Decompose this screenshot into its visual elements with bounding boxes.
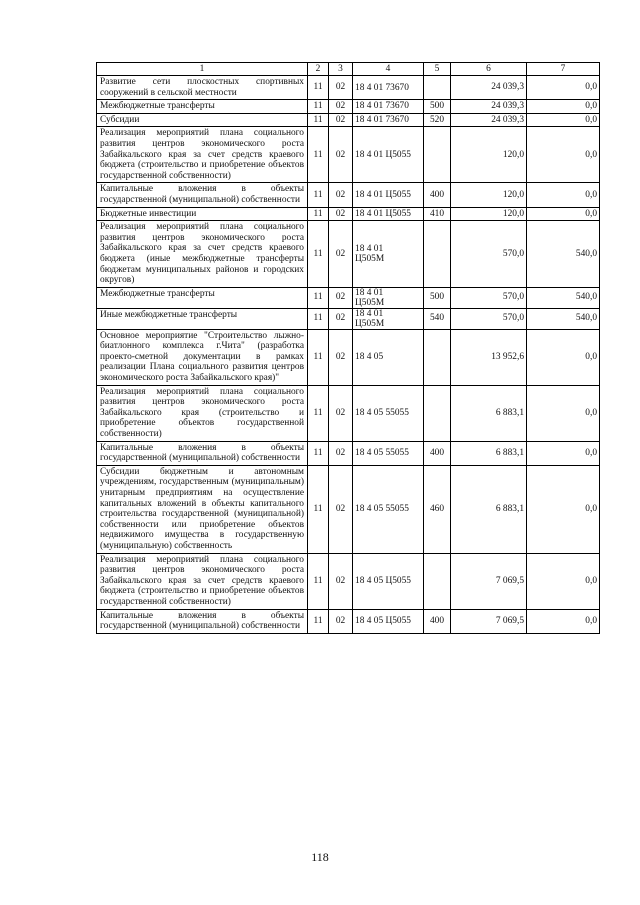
section-cell: 11 <box>308 308 329 329</box>
row-name-cell: Основное мероприятие "Строительство лыжно-биатлонного комплекса г.Чита" (разработка проекто-сметной документации в рамках реализации Плана социального развития центров экономического роста Забайкальского края)" <box>97 329 308 385</box>
row-name-cell: Реализация мероприятий плана социального развития центров экономического роста Забайкальского края за счет средств краевого бюджета (строительство и приобретение объектов государственной собственности) <box>97 553 308 609</box>
table-row <box>97 465 600 553</box>
amount-next-cell: 0,0 <box>527 100 600 114</box>
table-row <box>97 329 600 385</box>
subsection-cell: 02 <box>329 113 353 127</box>
amount-cell: 570,0 <box>451 221 527 288</box>
target-article-cell: 18 4 05 55055 <box>353 441 424 465</box>
amount-next-cell: 0,0 <box>527 465 600 553</box>
table-row <box>97 183 600 207</box>
amount-cell: 570,0 <box>451 287 527 308</box>
amount-next-cell: 0,0 <box>527 441 600 465</box>
expense-type-cell: 500 <box>424 287 451 308</box>
target-article-cell: 18 4 01 Ц5055 <box>353 127 424 183</box>
expense-type-cell: 400 <box>424 183 451 207</box>
section-cell: 11 <box>308 465 329 553</box>
section-cell: 11 <box>308 385 329 441</box>
amount-next-cell: 540,0 <box>527 287 600 308</box>
row-name-cell: Реализация мероприятий плана социального развития центров экономического роста Забайкальского края за счет средств краевого бюджета (строительство и приобретение объектов государственной собственности) <box>97 127 308 183</box>
expense-type-cell: 500 <box>424 100 451 114</box>
expense-type-cell <box>424 221 451 288</box>
expense-type-cell <box>424 76 451 100</box>
target-article-cell: 18 4 01 Ц505М <box>353 221 424 288</box>
column-header: 1 <box>97 63 308 76</box>
table-row <box>97 207 600 221</box>
row-name-cell: Капитальные вложения в объекты государственной (муниципальной) собственности <box>97 609 308 633</box>
target-article-cell: 18 4 01 73670 <box>353 100 424 114</box>
target-article-cell: 18 4 05 <box>353 329 424 385</box>
target-article-cell: 18 4 01 Ц5055 <box>353 183 424 207</box>
header-row <box>97 63 600 76</box>
table-row <box>97 441 600 465</box>
column-header: 6 <box>451 63 527 76</box>
amount-next-cell: 0,0 <box>527 385 600 441</box>
table-row <box>97 100 600 114</box>
expense-type-cell <box>424 553 451 609</box>
column-header: 7 <box>527 63 600 76</box>
subsection-cell: 02 <box>329 441 353 465</box>
amount-cell: 7 069,5 <box>451 553 527 609</box>
row-name-cell: Субсидии <box>97 113 308 127</box>
amount-cell: 120,0 <box>451 207 527 221</box>
expense-type-cell: 460 <box>424 465 451 553</box>
table-row <box>97 221 600 288</box>
expense-type-cell <box>424 385 451 441</box>
amount-cell: 24 039,3 <box>451 113 527 127</box>
section-cell: 11 <box>308 221 329 288</box>
column-header: 4 <box>353 63 424 76</box>
amount-cell: 6 883,1 <box>451 441 527 465</box>
amount-cell: 24 039,3 <box>451 100 527 114</box>
column-header: 3 <box>329 63 353 76</box>
row-name-cell: Развитие сети плоскостных спортивных сооружений в сельской местности <box>97 76 308 100</box>
table-row <box>97 308 600 329</box>
section-cell: 11 <box>308 287 329 308</box>
section-cell: 11 <box>308 127 329 183</box>
section-cell: 11 <box>308 113 329 127</box>
row-name-cell: Иные межбюджетные трансферты <box>97 308 308 329</box>
table-header <box>97 63 600 76</box>
section-cell: 11 <box>308 609 329 633</box>
subsection-cell: 02 <box>329 183 353 207</box>
amount-next-cell: 0,0 <box>527 207 600 221</box>
subsection-cell: 02 <box>329 329 353 385</box>
subsection-cell: 02 <box>329 553 353 609</box>
table-row <box>97 76 600 100</box>
table-row <box>97 553 600 609</box>
amount-next-cell: 0,0 <box>527 553 600 609</box>
expense-type-cell <box>424 329 451 385</box>
expense-type-cell: 540 <box>424 308 451 329</box>
budget-table <box>96 62 600 634</box>
expense-type-cell: 520 <box>424 113 451 127</box>
subsection-cell: 02 <box>329 100 353 114</box>
row-name-cell: Капитальные вложения в объекты государственной (муниципальной) собственности <box>97 183 308 207</box>
section-cell: 11 <box>308 183 329 207</box>
subsection-cell: 02 <box>329 609 353 633</box>
column-header: 5 <box>424 63 451 76</box>
table-row <box>97 127 600 183</box>
subsection-cell: 02 <box>329 221 353 288</box>
column-header: 2 <box>308 63 329 76</box>
amount-next-cell: 540,0 <box>527 221 600 288</box>
amount-cell: 570,0 <box>451 308 527 329</box>
table-row <box>97 385 600 441</box>
amount-cell: 13 952,6 <box>451 329 527 385</box>
table-row <box>97 287 600 308</box>
table-row <box>97 609 600 633</box>
section-cell: 11 <box>308 553 329 609</box>
expense-type-cell: 410 <box>424 207 451 221</box>
row-name-cell: Реализация мероприятий плана социального развития центров экономического роста Забайкальского края за счет средств краевого бюджета (иные межбюджетные трансферты бюджетам муниципальных районов и городских округов) <box>97 221 308 288</box>
amount-cell: 120,0 <box>451 127 527 183</box>
amount-next-cell: 0,0 <box>527 183 600 207</box>
subsection-cell: 02 <box>329 385 353 441</box>
expense-type-cell: 400 <box>424 609 451 633</box>
amount-next-cell: 0,0 <box>527 76 600 100</box>
page-number: 118 <box>311 850 329 864</box>
subsection-cell: 02 <box>329 76 353 100</box>
target-article-cell: 18 4 05 Ц5055 <box>353 609 424 633</box>
subsection-cell: 02 <box>329 207 353 221</box>
target-article-cell: 18 4 05 55055 <box>353 385 424 441</box>
target-article-cell: 18 4 05 55055 <box>353 465 424 553</box>
expense-type-cell <box>424 127 451 183</box>
section-cell: 11 <box>308 329 329 385</box>
row-name-cell: Межбюджетные трансферты <box>97 287 308 308</box>
subsection-cell: 02 <box>329 127 353 183</box>
amount-next-cell: 0,0 <box>527 113 600 127</box>
amount-cell: 24 039,3 <box>451 76 527 100</box>
subsection-cell: 02 <box>329 465 353 553</box>
subsection-cell: 02 <box>329 287 353 308</box>
section-cell: 11 <box>308 76 329 100</box>
subsection-cell: 02 <box>329 308 353 329</box>
amount-next-cell: 540,0 <box>527 308 600 329</box>
section-cell: 11 <box>308 441 329 465</box>
target-article-cell: 18 4 01 Ц505М <box>353 287 424 308</box>
target-article-cell: 18 4 01 73670 <box>353 113 424 127</box>
table-row <box>97 113 600 127</box>
expense-type-cell: 400 <box>424 441 451 465</box>
row-name-cell: Межбюджетные трансферты <box>97 100 308 114</box>
amount-cell: 6 883,1 <box>451 385 527 441</box>
amount-next-cell: 0,0 <box>527 127 600 183</box>
section-cell: 11 <box>308 100 329 114</box>
section-cell: 11 <box>308 207 329 221</box>
amount-cell: 120,0 <box>451 183 527 207</box>
amount-cell: 6 883,1 <box>451 465 527 553</box>
amount-next-cell: 0,0 <box>527 329 600 385</box>
target-article-cell: 18 4 01 73670 <box>353 76 424 100</box>
amount-next-cell: 0,0 <box>527 609 600 633</box>
row-name-cell: Субсидии бюджетным и автономным учреждениям, государственным (муниципальным) унитарным предприятиям на осуществление капитальных вложений в объекты капитального строительства государственной (муниципальной) собственности или приобретение объектов недвижимого имущества в государственную (муниципальную) собственность <box>97 465 308 553</box>
row-name-cell: Бюджетные инвестиции <box>97 207 308 221</box>
table-body <box>97 76 600 634</box>
target-article-cell: 18 4 05 Ц5055 <box>353 553 424 609</box>
amount-cell: 7 069,5 <box>451 609 527 633</box>
row-name-cell: Реализация мероприятий плана социального развития центров экономического роста Забайкальского края (строительство и приобретение объектов государственной собственности) <box>97 385 308 441</box>
row-name-cell: Капитальные вложения в объекты государственной (муниципальной) собственности <box>97 441 308 465</box>
target-article-cell: 18 4 01 Ц505М <box>353 308 424 329</box>
target-article-cell: 18 4 01 Ц5055 <box>353 207 424 221</box>
